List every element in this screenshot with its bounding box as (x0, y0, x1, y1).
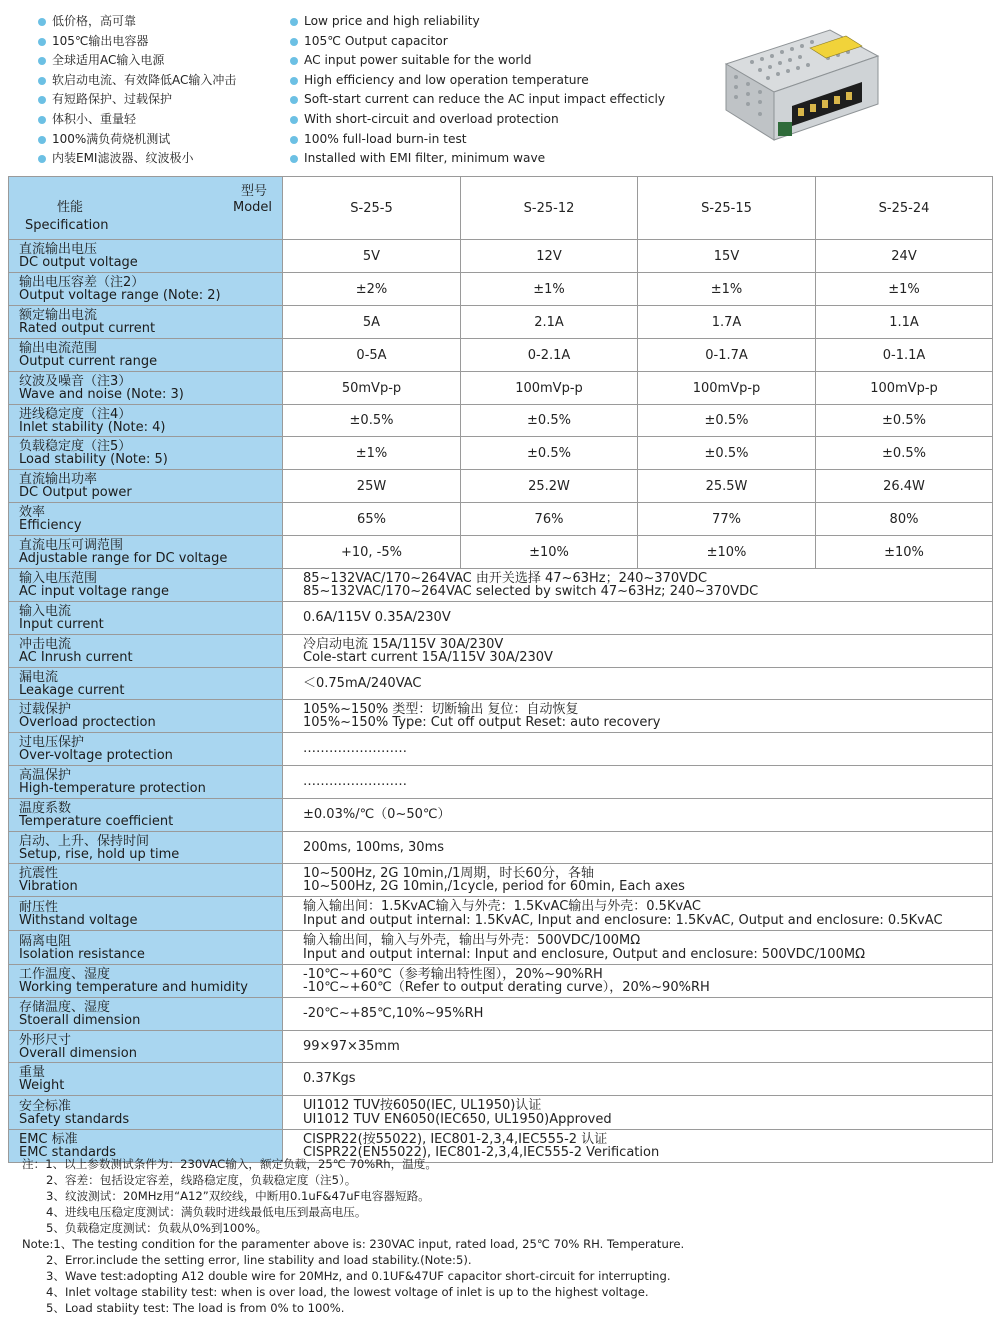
spec-wide-value-line: Cole-start current 15A/115V 30A/230V (303, 650, 553, 665)
spec-wide-value-line: 输入输出间，输入与外壳，输出与外壳：500VDC/100MΩ (303, 933, 641, 948)
spec-label-cn: 安全标准 (19, 1098, 72, 1114)
spec-row-wide (9, 766, 993, 799)
spec-wide-value-line: 0.6A/115V 0.35A/230V (303, 610, 451, 626)
feature-item (38, 32, 278, 52)
spec-label-en: Output current range (19, 354, 158, 369)
spec-label-cell (9, 897, 283, 931)
spec-value-cell: 26.4W (816, 470, 993, 503)
note-line-en: Note:1、The testing condition for the paramenter above is: 230VAC input, rated load, 25℃ 70% RH. Temperature. (22, 1237, 685, 1251)
header-row (9, 177, 993, 240)
spec-value-cell: 25.5W (638, 470, 816, 503)
feature-item (290, 12, 710, 32)
features-list-cn (38, 12, 278, 169)
spec-label-cell (9, 306, 283, 339)
spec-value-cell: +10, -5% (283, 536, 461, 569)
spec-label-en: Setup, rise, hold up time (19, 846, 180, 862)
header-specification: Specification (25, 218, 109, 233)
bullet-icon (290, 155, 298, 163)
spec-wide-value-line: CISPR22(按55022), IEC801-2,3,4,IEC555-2 认证 (303, 1131, 608, 1147)
spec-wide-value-line: -20℃~+85℃,10%~95%RH (303, 1006, 484, 1022)
spec-label-en: Rated output current (19, 321, 156, 336)
bullet-icon (290, 96, 298, 104)
feature-text: Installed with EMI filter, minimum wave (304, 151, 546, 166)
spec-label-cn: 额定输出电流 (19, 308, 98, 323)
spec-value-cell: ±0.5% (816, 437, 993, 470)
feature-text: Low price and high reliability (304, 14, 480, 28)
spec-wide-value-line: -10℃~+60℃（Refer to output derating curve），20%~90%RH (303, 980, 710, 995)
feature-item (38, 110, 278, 130)
model-header: S-25-15 (638, 177, 816, 240)
spec-label-cell (9, 1096, 283, 1130)
spec-value-cell: 0-2.1A (461, 339, 638, 372)
spec-row-wide (9, 700, 993, 733)
spec-value-cell: ±10% (816, 536, 993, 569)
spec-value-cell: 80% (816, 503, 993, 536)
note-line-cn: 注：1、以上参数测试条件为：230VAC输入，额定负载，25℃ 70%Rh，温度。 (22, 1157, 437, 1171)
spec-wide-value-cell (283, 931, 993, 965)
feature-text: High efficiency and low operation temperature (304, 72, 589, 87)
spec-row-wide (9, 897, 993, 931)
note-line-en: 3、Wave test:adopting A12 double wire for 20MHz, and 0.1UF&47UF capacitor short-circuit for interrupting. (46, 1269, 671, 1283)
spec-label-cell (9, 1031, 283, 1063)
spec-value-cell: 1.1A (816, 306, 993, 339)
spec-table (8, 176, 993, 1163)
feature-text: 低价格，高可靠 (52, 14, 137, 28)
spec-value-cell: ±1% (283, 437, 461, 470)
spec-row (9, 339, 993, 372)
note-line-en: 4、Inlet voltage stability test: when is over load, the lowest voltage of inlet is up to the highest voltage. (46, 1285, 649, 1299)
spec-wide-value-cell (283, 998, 993, 1031)
spec-value-cell: 65% (283, 503, 461, 536)
spec-label-cell (9, 635, 283, 668)
feature-text: 软启动电流、有效降低AC输入冲击 (52, 72, 237, 87)
spec-row (9, 405, 993, 437)
spec-wide-value-line: …………………… (303, 741, 407, 757)
spec-label-en: Wave and noise (Note: 3) (19, 387, 184, 402)
spec-value-cell: 0-5A (283, 339, 461, 372)
note-line-en: 5、Load stabiity test: The load is from 0% to 100%. (46, 1301, 345, 1315)
spec-wide-value-cell (283, 864, 993, 897)
spec-label-en: Stoerall dimension (19, 1013, 141, 1028)
spec-wide-value-line: UI1012 TUV EN6050(IEC650, UL1950)Approved (303, 1111, 612, 1127)
spec-wide-value-cell (283, 569, 993, 602)
spec-label-cn: 耐压性 (19, 899, 59, 915)
spec-label-cn: 存储温度、湿度 (19, 1000, 111, 1015)
spec-label-cell (9, 569, 283, 602)
spec-label-cn: 重量 (19, 1065, 46, 1080)
feature-text: 100% full-load burn-in test (304, 131, 467, 146)
spec-label-en: DC output voltage (19, 255, 138, 270)
spec-row-wide (9, 799, 993, 832)
spec-label-en: Input current (19, 617, 104, 632)
feature-text: Soft-start current can reduce the AC input impact effecticly (304, 92, 666, 107)
note-line-cn: 4、进线电压稳定度测试：满负载时进线最低电压到最高电压。 (46, 1205, 367, 1219)
model-header: S-25-24 (816, 177, 993, 240)
spec-value-cell: 76% (461, 503, 638, 536)
spec-value-cell: 100mVp-p (638, 372, 816, 405)
spec-wide-value-line: 85~132VAC/170~264VAC selected by switch 47~63Hz; 240~370VDC (303, 584, 759, 599)
spec-label-cell (9, 733, 283, 766)
spec-row-wide (9, 1031, 993, 1063)
spec-label-cell (9, 372, 283, 405)
spec-wide-value-cell (283, 733, 993, 766)
spec-row (9, 273, 993, 306)
spec-label-cell (9, 766, 283, 799)
spec-wide-value-line: 200ms, 100ms, 30ms (303, 839, 445, 855)
spec-label-en: Temperature coefficient (19, 814, 174, 829)
spec-wide-value-cell (283, 635, 993, 668)
feature-text: 105℃ Output capacitor (304, 33, 448, 48)
spec-value-cell: ±10% (461, 536, 638, 569)
spec-wide-value-line: Input and output internal: 1.5KvAC, Input and enclosure: 1.5KvAC, Output and enclosure: 0.5KvAC (303, 912, 943, 928)
note-line-cn: 3、纹波测试：20MHz用“A12”双绞线，中断用0.1uF&47uF电容器短路。 (46, 1189, 430, 1203)
spec-label-cell (9, 437, 283, 470)
spec-label-cn: EMC 标准 (19, 1132, 78, 1147)
spec-label-cell (9, 240, 283, 273)
spec-row-wide (9, 965, 993, 998)
feature-text: 体积小、重量轻 (52, 111, 137, 126)
note-line-cn: 2、容差：包括设定容差，线路稳定度，负载稳定度（注5）。 (46, 1173, 357, 1187)
spec-row-wide (9, 635, 993, 668)
spec-label-en: Safety standards (19, 1111, 130, 1127)
spec-wide-value-cell (283, 832, 993, 864)
spec-label-cn: 过载保护 (19, 702, 72, 717)
bullet-icon (38, 136, 46, 144)
bullet-icon (38, 155, 46, 163)
spec-wide-value-line: 105%~150% Type: Cut off output Reset: auto recovery (303, 715, 661, 730)
spec-label-cn: 外形尺寸 (19, 1032, 72, 1048)
notes-section (22, 1156, 992, 1316)
spec-row-wide (9, 602, 993, 635)
spec-wide-value-line: 冷启动电流 15A/115V 30A/230V (303, 636, 504, 652)
model-header: S-25-12 (461, 177, 638, 240)
model-header: S-25-5 (283, 177, 461, 240)
feature-item (290, 90, 710, 110)
spec-label-en: Overload proctection (19, 715, 156, 730)
bullet-icon (290, 116, 298, 124)
spec-wide-value-line: UI1012 TUV按6050(IEC, UL1950)认证 (303, 1098, 542, 1113)
spec-value-cell: ±0.5% (638, 405, 816, 437)
spec-wide-value-cell (283, 602, 993, 635)
spec-wide-value-line: 0.37Kgs (303, 1071, 356, 1087)
spec-label-cell (9, 339, 283, 372)
spec-row (9, 536, 993, 569)
bullet-icon (38, 96, 46, 104)
spec-label-cell (9, 668, 283, 700)
spec-value-cell: ±0.5% (816, 405, 993, 437)
spec-label-en: Withstand voltage (19, 912, 138, 928)
spec-wide-value-cell (283, 1063, 993, 1096)
bullet-icon (290, 57, 298, 65)
spec-value-cell: 5A (283, 306, 461, 339)
spec-wide-value-line: 99×97×35mm (303, 1038, 400, 1054)
spec-label-en: Vibration (19, 879, 78, 894)
spec-label-cell (9, 602, 283, 635)
spec-wide-value-cell (283, 1031, 993, 1063)
header-xingneng: 性能 (57, 200, 84, 215)
features-list-en (290, 12, 710, 169)
spec-label-cn: 过电压保护 (19, 735, 85, 750)
spec-row-wide (9, 1096, 993, 1130)
spec-label-cn: 漏电流 (19, 669, 59, 685)
spec-label-cell (9, 931, 283, 965)
spec-label-cn: 直流输出电压 (19, 242, 98, 257)
spec-row-wide (9, 733, 993, 766)
spec-label-en: AC Inrush current (19, 650, 133, 665)
spec-label-cn: 负载稳定度（注5） (19, 439, 132, 454)
spec-wide-value-line: 输入输出间：1.5KvAC输入与外壳：1.5KvAC输出与外壳：0.5KvAC (303, 899, 701, 914)
feature-text: AC input power suitable for the world (304, 53, 532, 68)
spec-row (9, 437, 993, 470)
spec-wide-value-line: 105%~150% 类型：切断输出 复位：自动恢复 (303, 701, 579, 717)
spec-label-en: DC Output power (19, 485, 132, 500)
bullet-icon (38, 18, 46, 26)
spec-label-cell (9, 405, 283, 437)
spec-value-cell: ±0.5% (461, 437, 638, 470)
spec-label-en: Output voltage range (Note: 2) (19, 288, 221, 303)
spec-row-wide (9, 832, 993, 864)
spec-label-en: Overall dimension (19, 1045, 137, 1061)
bullet-icon (38, 116, 46, 124)
spec-value-cell: ±1% (816, 273, 993, 306)
spec-wide-value-line: -10℃~+60℃（参考输出特性图），20%~90%RH (303, 966, 603, 982)
spec-label-cell (9, 470, 283, 503)
note-line-en: 2、Error.include the setting error, line stability and load stability.(Note:5). (46, 1253, 472, 1267)
spec-label-cn: 输出电流范围 (19, 341, 98, 356)
spec-value-cell: 24V (816, 240, 993, 273)
header-model: Model (233, 200, 273, 215)
feature-item (290, 51, 710, 71)
spec-label-en: Adjustable range for DC voltage (19, 551, 228, 566)
bullet-icon (290, 38, 298, 46)
feature-item (38, 51, 278, 71)
spec-value-cell: 1.7A (638, 306, 816, 339)
feature-item (38, 71, 278, 91)
spec-value-cell: 2.1A (461, 306, 638, 339)
note-line-cn: 5、负载稳定度测试：负载从0%到100%。 (46, 1221, 268, 1235)
spec-label-cn: 直流电压可调范围 (19, 538, 124, 553)
feature-item (38, 12, 278, 32)
spec-label-cn: 效率 (19, 505, 46, 520)
spec-value-cell: 12V (461, 240, 638, 273)
header-xinghao: 型号 (241, 184, 268, 199)
bullet-icon (290, 77, 298, 85)
spec-row (9, 503, 993, 536)
spec-label-cn: 输入电流 (19, 604, 72, 619)
spec-row (9, 306, 993, 339)
spec-label-cn: 直流输出功率 (19, 472, 98, 487)
spec-row (9, 470, 993, 503)
spec-value-cell: ±1% (461, 273, 638, 306)
feature-text: 105℃输出电容器 (52, 33, 149, 48)
feature-text: 内装EMI滤波器、纹波极小 (52, 151, 194, 166)
bullet-icon (38, 77, 46, 85)
spec-row-wide (9, 998, 993, 1031)
spec-value-cell: 0-1.7A (638, 339, 816, 372)
spec-wide-value-line: 10~500Hz, 2G 10min,/1cycle, period for 60min, Each axes (303, 879, 685, 894)
spec-wide-value-line: Input and output internal: Input and enclosure, Output and enclosure: 500VDC/100MΩ (303, 946, 866, 962)
spec-label-cn: 工作温度、湿度 (19, 967, 111, 982)
spec-label-en: Inlet stability (Note: 4) (19, 419, 166, 435)
spec-value-cell: 50mVp-p (283, 372, 461, 405)
feature-text: 100%满负荷烧机测试 (52, 131, 171, 146)
spec-value-cell: ±1% (638, 273, 816, 306)
spec-wide-value-line: ±0.03%/℃（0~50℃） (303, 807, 451, 823)
spec-value-cell: 5V (283, 240, 461, 273)
spec-label-en: EMC standards (19, 1145, 117, 1160)
spec-value-cell: ±0.5% (638, 437, 816, 470)
spec-wide-value-cell (283, 965, 993, 998)
spec-row (9, 240, 993, 273)
spec-label-cell (9, 536, 283, 569)
spec-label-cn: 进线稳定度（注4） (19, 406, 132, 422)
feature-text: 有短路保护、过载保护 (52, 92, 173, 107)
bullet-icon (38, 38, 46, 46)
spec-label-en: Weight (19, 1078, 65, 1093)
spec-wide-value-line: …………………… (303, 774, 407, 790)
spec-label-cn: 隔离电阻 (19, 933, 72, 949)
spec-label-en: Isolation resistance (19, 946, 145, 962)
spec-label-cell (9, 832, 283, 864)
features-section (0, 0, 1000, 176)
spec-wide-value-cell (283, 700, 993, 733)
feature-item (290, 110, 710, 130)
spec-label-cn: 输出电压容差（注2） (19, 275, 145, 290)
bullet-icon (38, 57, 46, 65)
spec-row-wide (9, 864, 993, 897)
spec-value-cell: 25.2W (461, 470, 638, 503)
spec-label-cell (9, 864, 283, 897)
spec-value-cell: ±0.5% (461, 405, 638, 437)
spec-value-cell: ±0.5% (283, 405, 461, 437)
spec-label-cn: 温度系数 (19, 801, 72, 816)
feature-text: 全球适用AC输入电源 (52, 53, 165, 68)
feature-item (290, 149, 710, 169)
spec-label-en: Load stability (Note: 5) (19, 452, 168, 467)
spec-label-en: Efficiency (19, 518, 82, 533)
spec-label-cn: 纹波及噪音（注3） (19, 374, 132, 389)
spec-value-cell: 100mVp-p (816, 372, 993, 405)
feature-item (38, 90, 278, 110)
bullet-icon (290, 136, 298, 144)
spec-value-cell: 25W (283, 470, 461, 503)
spec-row-wide (9, 1063, 993, 1096)
spec-wide-value-line: CISPR22(EN55022), IEC801-2,3,4,IEC555-2 Verification (303, 1145, 660, 1160)
power-supply-product-image (722, 22, 882, 146)
spec-row-wide (9, 931, 993, 965)
spec-value-cell: 77% (638, 503, 816, 536)
feature-item (290, 32, 710, 52)
spec-label-en: High-temperature protection (19, 781, 206, 796)
spec-label-cell (9, 700, 283, 733)
spec-label-cell (9, 503, 283, 536)
spec-wide-value-line: ＜0.75mA/240VAC (303, 675, 422, 691)
spec-value-cell: 0-1.1A (816, 339, 993, 372)
spec-label-en: Over-voltage protection (19, 748, 173, 763)
feature-item (290, 71, 710, 91)
spec-row (9, 372, 993, 405)
spec-label-en: Working temperature and humidity (19, 980, 248, 995)
feature-item (38, 149, 278, 169)
spec-wide-value-cell (283, 766, 993, 799)
spec-wide-value-cell (283, 897, 993, 931)
feature-item (290, 130, 710, 150)
spec-label-en: AC input voltage range (19, 584, 169, 599)
spec-label-cell (9, 273, 283, 306)
spec-wide-value-line: 10~500Hz, 2G 10min,/1周期，时长60分，各轴 (303, 865, 594, 881)
spec-label-cell (9, 1063, 283, 1096)
spec-wide-value-line: 85~132VAC/170~264VAC 由开关选择 47~63Hz；240~370VDC (303, 570, 708, 586)
spec-value-cell: ±2% (283, 273, 461, 306)
spec-wide-value-cell (283, 799, 993, 832)
bullet-icon (290, 18, 298, 26)
spec-wide-value-cell (283, 668, 993, 700)
spec-label-cn: 抗震性 (19, 866, 59, 881)
spec-label-cn: 输入电压范围 (19, 571, 98, 586)
spec-label-cn: 启动、上升、保持时间 (19, 833, 150, 849)
spec-row-wide (9, 668, 993, 700)
spec-row-wide (9, 569, 993, 602)
spec-value-cell: 15V (638, 240, 816, 273)
spec-label-cn: 高温保护 (19, 768, 72, 783)
spec-label-cell (9, 965, 283, 998)
feature-item (38, 130, 278, 150)
feature-text: With short-circuit and overload protection (304, 111, 559, 126)
spec-label-cell (9, 998, 283, 1031)
spec-label-cn: 冲击电流 (19, 637, 72, 652)
spec-label-cell (9, 799, 283, 832)
header-label-cell (9, 177, 283, 240)
spec-value-cell: 100mVp-p (461, 372, 638, 405)
spec-label-en: Leakage current (19, 682, 125, 698)
spec-wide-value-cell (283, 1096, 993, 1130)
spec-value-cell: ±10% (638, 536, 816, 569)
